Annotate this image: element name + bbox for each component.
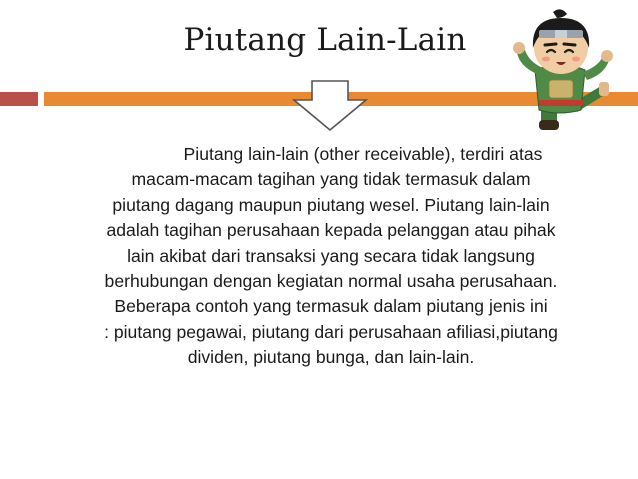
- body-line: Piutang lain-lain (other receivable), terdiri atas: [183, 144, 543, 164]
- body-line: dividen, piutang bunga, dan lain-lain.: [187, 347, 475, 368]
- down-arrow-icon: [290, 80, 370, 132]
- ninja-mascot-icon: [505, 8, 615, 136]
- slide-title: Piutang Lain-Lain: [183, 22, 467, 58]
- divider-red-segment: [0, 92, 38, 106]
- body-line: : piutang pegawai, piutang dari perusahaan afiliasi,piutang: [104, 321, 558, 342]
- body-line: lain akibat dari transaksi yang secara tidak langsung: [127, 245, 535, 266]
- body-line: macam-macam tagihan yang tidak termasuk dalam: [131, 169, 531, 190]
- body-line: adalah tagihan perusahaan kepada pelanggan atau pihak: [106, 220, 556, 241]
- body-paragraph: [36, 142, 626, 371]
- body-line: piutang dagang maupun piutang wesel. Piutang lain-lain: [112, 194, 550, 215]
- body-line: berhubungan dengan kegiatan normal usaha perusahaan.: [104, 271, 558, 292]
- body-line: Beberapa contoh yang termasuk dalam piutang jenis ini: [114, 296, 548, 317]
